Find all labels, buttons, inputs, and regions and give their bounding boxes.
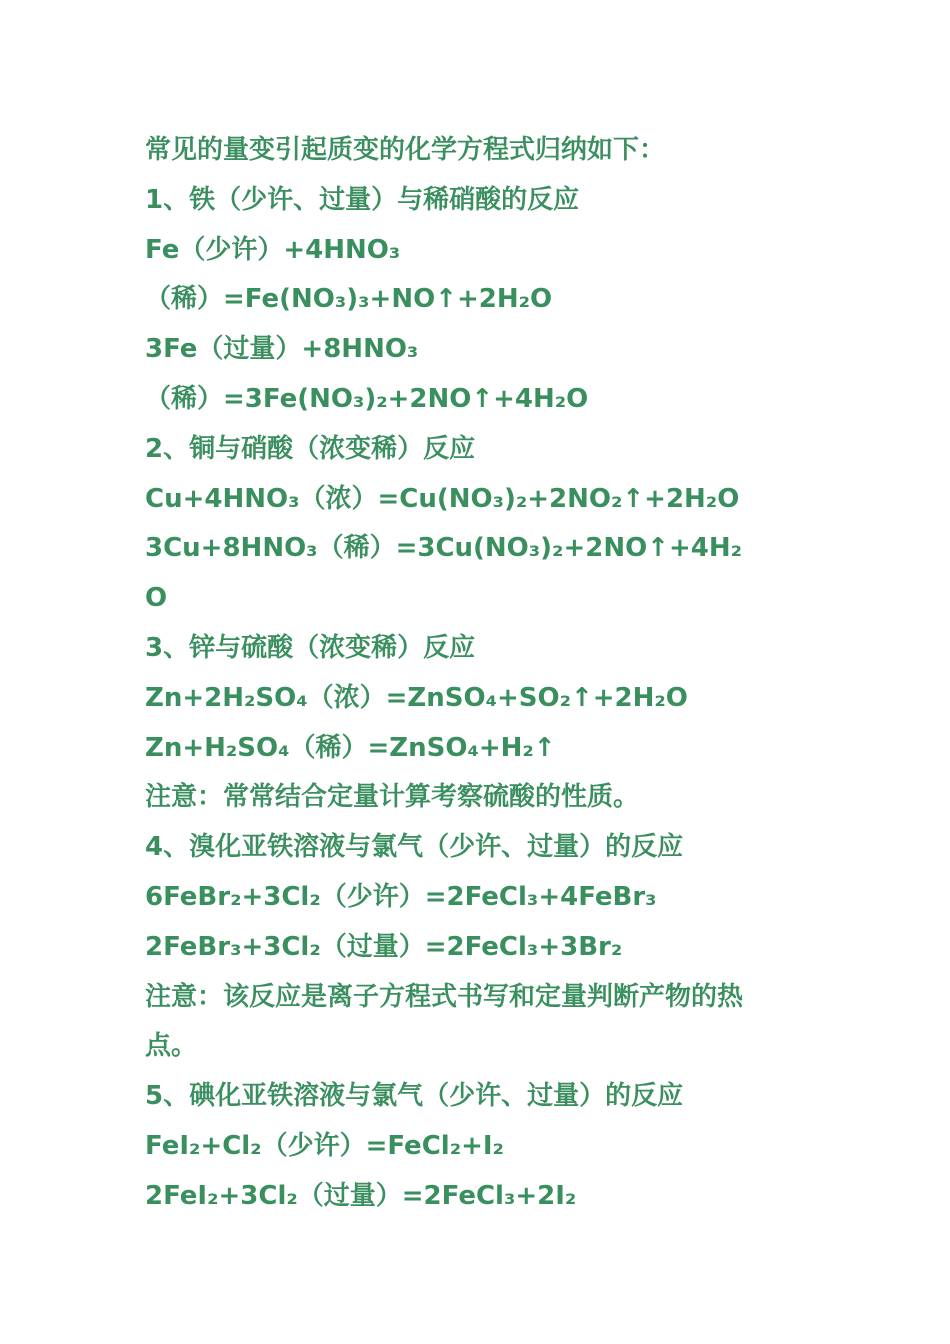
equation-line: Zn+2H₂SO₄（浓）=ZnSO₄+SO₂↑+2H₂O <box>145 682 688 713</box>
document-body <box>145 126 815 1222</box>
equation-line: 3Fe（过量）+8HNO₃ <box>145 334 419 365</box>
equation-line: Fe（少许）+4HNO₃ <box>145 234 401 265</box>
section-5-heading: 5、碘化亚铁溶液与氯气（少许、过量）的反应 <box>145 1081 684 1112</box>
note-line: 注意：常常结合定量计算考察硫酸的性质。 <box>145 782 640 813</box>
equation-line: O <box>145 583 168 614</box>
section-2-heading: 2、铜与硝酸（浓变稀）反应 <box>145 433 476 464</box>
intro-heading: 常见的量变引起质变的化学方程式归纳如下： <box>145 135 666 165</box>
section-1-heading: 1、铁（少许、过量）与稀硝酸的反应 <box>145 184 580 215</box>
equation-line: FeI₂+Cl₂（少许）=FeCl₂+I₂ <box>145 1130 504 1161</box>
equation-line: 3Cu+8HNO₃（稀）=3Cu(NO₃)₂+2NO↑+4H₂ <box>145 533 742 564</box>
equation-line: （稀）=Fe(NO₃)₃+NO↑+2H₂O <box>145 284 553 315</box>
equation-line: Cu+4HNO₃（浓）=Cu(NO₃)₂+2NO₂↑+2H₂O <box>145 483 740 514</box>
equation-line: 2FeI₂+3Cl₂（过量）=2FeCl₃+2I₂ <box>145 1180 577 1211</box>
equation-line: Zn+H₂SO₄（稀）=ZnSO₄+H₂↑ <box>145 732 556 763</box>
note-line: 点。 <box>145 1031 198 1062</box>
equation-line: 2FeBr₃+3Cl₂（过量）=2FeCl₃+3Br₂ <box>145 931 623 962</box>
note-line: 注意：该反应是离子方程式书写和定量判断产物的热 <box>145 981 744 1012</box>
equation-line: （稀）=3Fe(NO₃)₂+2NO↑+4H₂O <box>145 383 589 414</box>
section-3-heading: 3、锌与硫酸（浓变稀）反应 <box>145 632 476 663</box>
section-4-heading: 4、溴化亚铁溶液与氯气（少许、过量）的反应 <box>145 832 684 863</box>
equation-line: 6FeBr₂+3Cl₂（少许）=2FeCl₃+4FeBr₃ <box>145 881 657 912</box>
